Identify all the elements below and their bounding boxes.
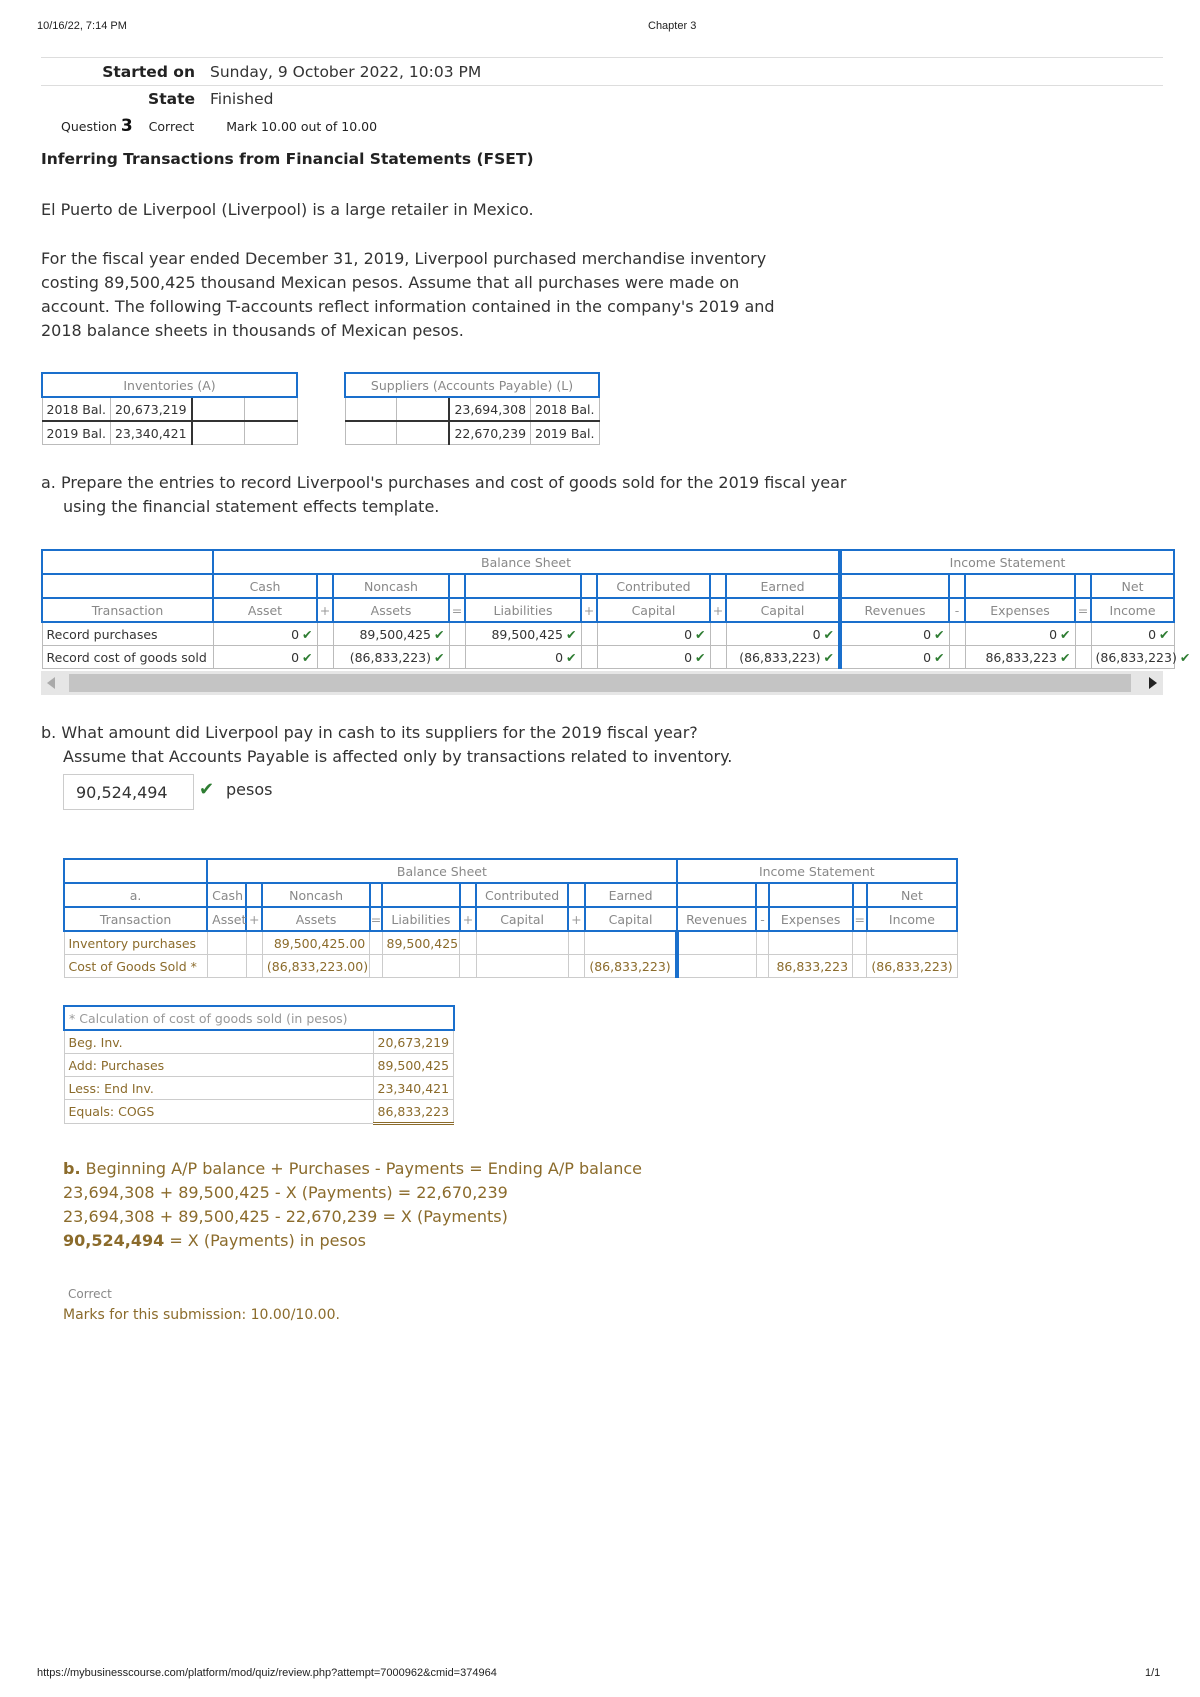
spacer bbox=[581, 646, 597, 669]
header-blank bbox=[568, 883, 584, 907]
liabilities-value: 89,500,425 bbox=[382, 931, 460, 955]
divider bbox=[41, 57, 1163, 58]
t-row-label: 2018 Bal. bbox=[531, 397, 599, 421]
net-income-field[interactable]: (86,833,223) ✔ bbox=[1091, 646, 1174, 669]
t-cell-empty bbox=[192, 421, 245, 445]
col-asset: Asset bbox=[207, 907, 246, 931]
cell bbox=[568, 931, 584, 955]
check-icon: ✔ bbox=[199, 779, 215, 800]
col-noncash: Noncash bbox=[333, 574, 449, 598]
header-blank bbox=[853, 883, 867, 907]
revenues-field[interactable]: 0 ✔ bbox=[840, 646, 949, 669]
t-cell-empty bbox=[397, 397, 449, 421]
t-cell-empty bbox=[245, 397, 297, 421]
calc-value: 89,500,425 bbox=[373, 1054, 454, 1077]
spacer bbox=[581, 622, 597, 646]
t-account-inventories bbox=[41, 372, 298, 445]
row-label: Record purchases bbox=[42, 622, 213, 646]
solution-line2: 23,694,308 + 89,500,425 - X (Payments) = 22,670,239 bbox=[63, 1183, 508, 1202]
fset-answer-table bbox=[41, 549, 1191, 669]
row-label: Inventory purchases bbox=[64, 931, 207, 955]
cash-field[interactable]: 0 ✔ bbox=[213, 646, 317, 669]
header-blank bbox=[581, 574, 597, 598]
spacer bbox=[710, 622, 726, 646]
expenses-value: 86,833,223 bbox=[769, 955, 853, 978]
solution-line4: 90,524,494 = X (Payments) in pesos bbox=[63, 1231, 366, 1250]
contributed-field[interactable]: 0 ✔ bbox=[597, 646, 710, 669]
question-label: Question bbox=[61, 119, 117, 134]
question-status: Correct bbox=[148, 119, 195, 134]
operator-equals: = bbox=[853, 907, 867, 931]
check-icon: ✔ bbox=[1060, 626, 1071, 642]
cell bbox=[246, 931, 262, 955]
row-label: Record cost of goods sold bbox=[42, 646, 213, 669]
col-earned: Earned bbox=[585, 883, 677, 907]
t-row-value: 22,670,239 bbox=[449, 421, 530, 445]
question-body: For the fiscal year ended December 31, 2019, Liverpool purchased merchandise inventory costing 89,500,425 thousand Mexican pesos. Assume that all purchases were made on account. The following T-accounts reflect information contained in the company's 2019 and 2018 balance sheets in thousands of Mexican pesos. bbox=[41, 249, 775, 340]
header-blank bbox=[460, 883, 476, 907]
earned-value bbox=[585, 931, 677, 955]
header-blank bbox=[370, 883, 382, 907]
cell bbox=[460, 931, 476, 955]
header-blank bbox=[64, 859, 207, 883]
operator-plus: + bbox=[568, 907, 584, 931]
col-asset: Asset bbox=[213, 598, 317, 622]
answer-input[interactable]: 90,524,494 bbox=[63, 774, 194, 810]
check-icon: ✔ bbox=[434, 626, 445, 642]
scrollbar-thumb[interactable] bbox=[69, 674, 1131, 692]
col-liabilities: Liabilities bbox=[465, 598, 581, 622]
t-row-value: 23,340,421 bbox=[110, 421, 191, 445]
spacer bbox=[949, 646, 965, 669]
state-label: State bbox=[148, 90, 195, 108]
col-capital-contributed: Capital bbox=[476, 907, 568, 931]
net-value: (86,833,223) bbox=[867, 955, 957, 978]
spacer bbox=[949, 622, 965, 646]
t-row-value: 20,673,219 bbox=[110, 397, 191, 421]
header-blank bbox=[449, 574, 465, 598]
feedback-row-purchases bbox=[64, 931, 957, 955]
part-b-prompt bbox=[41, 721, 732, 769]
header-blank bbox=[840, 574, 949, 598]
state-value: Finished bbox=[210, 90, 274, 108]
feedback-row-cogs bbox=[64, 955, 957, 978]
feedback-fset-table bbox=[63, 858, 958, 978]
col-cash: Cash bbox=[213, 574, 317, 598]
print-page-title: Chapter 3 bbox=[648, 20, 697, 32]
header-blank bbox=[42, 574, 213, 598]
cogs-calculation-table bbox=[63, 1005, 455, 1125]
header-blank bbox=[1075, 574, 1091, 598]
operator-equals: = bbox=[1075, 598, 1091, 622]
row-label: Cost of Goods Sold * bbox=[64, 955, 207, 978]
header-blank bbox=[965, 574, 1075, 598]
calc-label: Less: End Inv. bbox=[64, 1077, 373, 1100]
operator-plus: + bbox=[460, 907, 476, 931]
col-noncash: Noncash bbox=[262, 883, 369, 907]
col-revenues: Revenues bbox=[677, 907, 757, 931]
col-transaction: Transaction bbox=[64, 907, 207, 931]
col-contributed: Contributed bbox=[597, 574, 710, 598]
operator-minus: - bbox=[949, 598, 965, 622]
noncash-value: (86,833,223.00) bbox=[262, 955, 369, 978]
balance-sheet-header: Balance Sheet bbox=[207, 859, 676, 883]
col-earned: Earned bbox=[726, 574, 840, 598]
col-net: Net bbox=[1091, 574, 1174, 598]
t-row-value: 23,694,308 bbox=[449, 397, 530, 421]
spacer bbox=[1075, 646, 1091, 669]
question-intro: El Puerto de Liverpool (Liverpool) is a large retailer in Mexico. bbox=[41, 200, 534, 219]
question-mark: Mark 10.00 out of 10.00 bbox=[226, 119, 378, 134]
cash-field[interactable]: 0 ✔ bbox=[213, 622, 317, 646]
col-a: a. bbox=[64, 883, 207, 907]
question-number: 3 bbox=[120, 116, 133, 136]
balance-sheet-header: Balance Sheet bbox=[213, 550, 840, 574]
spacer bbox=[317, 646, 333, 669]
col-cash: Cash bbox=[207, 883, 246, 907]
cell bbox=[853, 955, 867, 978]
header-blank bbox=[246, 883, 262, 907]
part-a-prompt bbox=[41, 471, 846, 519]
question-title: Inferring Transactions from Financial Statements (FSET) bbox=[41, 150, 534, 168]
check-icon: ✔ bbox=[566, 649, 577, 665]
check-icon: ✔ bbox=[823, 626, 834, 642]
fset-row-purchases bbox=[42, 622, 1174, 646]
expenses-field[interactable]: 0 ✔ bbox=[965, 622, 1075, 646]
calc-label: Add: Purchases bbox=[64, 1054, 373, 1077]
t-cell-empty bbox=[397, 421, 449, 445]
net-value bbox=[867, 931, 957, 955]
scroll-right-icon[interactable] bbox=[1149, 677, 1157, 689]
check-icon: ✔ bbox=[1159, 626, 1170, 642]
col-capital-contributed: Capital bbox=[597, 598, 710, 622]
col-assets: Assets bbox=[262, 907, 369, 931]
calc-label: Beg. Inv. bbox=[64, 1030, 373, 1054]
header-blank bbox=[42, 550, 213, 574]
cell bbox=[207, 955, 246, 978]
t-row-label: 2019 Bal. bbox=[42, 421, 110, 445]
spacer bbox=[710, 646, 726, 669]
solution-line1: b. Beginning A/P balance + Purchases - Payments = Ending A/P balance bbox=[63, 1159, 642, 1178]
check-icon: ✔ bbox=[1060, 649, 1071, 665]
noncash-field[interactable]: 89,500,425 ✔ bbox=[333, 622, 449, 646]
cell bbox=[207, 931, 246, 955]
t-cell-empty bbox=[345, 421, 397, 445]
operator-minus: - bbox=[756, 907, 768, 931]
col-capital-earned: Capital bbox=[726, 598, 840, 622]
header-blank bbox=[317, 574, 333, 598]
col-income: Income bbox=[1091, 598, 1174, 622]
t-cell-empty bbox=[345, 397, 397, 421]
check-icon: ✔ bbox=[695, 649, 706, 665]
answer-unit: pesos bbox=[226, 780, 273, 799]
net-income-field[interactable]: 0 ✔ bbox=[1091, 622, 1174, 646]
noncash-field[interactable]: (86,833,223) ✔ bbox=[333, 646, 449, 669]
cell bbox=[756, 955, 768, 978]
noncash-value: 89,500,425.00 bbox=[262, 931, 369, 955]
expenses-field[interactable]: 86,833,223 ✔ bbox=[965, 646, 1075, 669]
t-account-suppliers bbox=[344, 372, 600, 445]
calc-title: * Calculation of cost of goods sold (in pesos) bbox=[64, 1006, 454, 1030]
cell bbox=[370, 931, 382, 955]
operator-plus: + bbox=[317, 598, 333, 622]
t-row-label: 2019 Bal. bbox=[531, 421, 599, 445]
liabilities-value bbox=[382, 955, 460, 978]
header-blank bbox=[677, 883, 757, 907]
solution-label: b. bbox=[63, 1159, 81, 1178]
revenues-field[interactable]: 0 ✔ bbox=[840, 622, 949, 646]
solution-line3: 23,694,308 + 89,500,425 - 22,670,239 = X (Payments) bbox=[63, 1207, 508, 1226]
check-icon: ✔ bbox=[695, 626, 706, 642]
part-a-prompt-line1: a. Prepare the entries to record Liverpool's purchases and cost of goods sold for the 2019 fiscal year bbox=[41, 473, 847, 492]
horizontal-scrollbar[interactable] bbox=[41, 671, 1163, 695]
earned-value: (86,833,223) bbox=[585, 955, 677, 978]
operator-equals: = bbox=[449, 598, 465, 622]
col-expenses: Expenses bbox=[769, 907, 853, 931]
cell bbox=[756, 931, 768, 955]
check-icon: ✔ bbox=[434, 649, 445, 665]
calc-value: 86,833,223 bbox=[373, 1100, 454, 1124]
t-row-label: 2018 Bal. bbox=[42, 397, 110, 421]
cell bbox=[476, 931, 568, 955]
calc-label: Equals: COGS bbox=[64, 1100, 373, 1124]
header-blank bbox=[756, 883, 768, 907]
spacer bbox=[449, 646, 465, 669]
part-b-prompt-line1: b. What amount did Liverpool pay in cash to its suppliers for the 2019 fiscal year? bbox=[41, 723, 698, 742]
operator-plus: + bbox=[581, 598, 597, 622]
print-page-count: 1/1 bbox=[1145, 1667, 1161, 1679]
question-info bbox=[61, 116, 377, 136]
col-net: Net bbox=[867, 883, 957, 907]
operator-plus: + bbox=[710, 598, 726, 622]
col-contributed: Contributed bbox=[476, 883, 568, 907]
header-blank bbox=[949, 574, 965, 598]
check-icon: ✔ bbox=[823, 649, 834, 665]
cell bbox=[460, 955, 476, 978]
check-icon: ✔ bbox=[566, 626, 577, 642]
calc-value: 23,340,421 bbox=[373, 1077, 454, 1100]
t-account-title: Suppliers (Accounts Payable) (L) bbox=[345, 373, 599, 397]
header-blank bbox=[382, 883, 460, 907]
spacer bbox=[317, 622, 333, 646]
spacer bbox=[449, 622, 465, 646]
cell bbox=[853, 931, 867, 955]
t-cell-empty bbox=[245, 421, 297, 445]
print-datetime: 10/16/22, 7:14 PM bbox=[37, 20, 127, 32]
earned-field[interactable]: (86,833,223) ✔ bbox=[726, 646, 840, 669]
cell bbox=[568, 955, 584, 978]
t-account-title: Inventories (A) bbox=[42, 373, 297, 397]
contributed-field[interactable]: 0 ✔ bbox=[597, 622, 710, 646]
header-blank bbox=[465, 574, 581, 598]
fset-row-cogs bbox=[42, 646, 1174, 669]
check-icon: ✔ bbox=[302, 626, 313, 642]
col-liabilities: Liabilities bbox=[382, 907, 460, 931]
print-url: https://mybusinesscourse.com/platform/mod/quiz/review.php?attempt=7000962&cmid=374964 bbox=[37, 1667, 497, 1679]
started-on-value: Sunday, 9 October 2022, 10:03 PM bbox=[210, 63, 482, 81]
divider bbox=[41, 85, 1163, 86]
liabilities-field[interactable]: 89,500,425 ✔ bbox=[465, 622, 581, 646]
col-revenues: Revenues bbox=[840, 598, 949, 622]
check-icon: ✔ bbox=[934, 649, 945, 665]
check-icon: ✔ bbox=[1179, 649, 1191, 665]
part-a-prompt-line2: using the financial statement effects template. bbox=[63, 497, 440, 516]
check-icon: ✔ bbox=[302, 649, 313, 665]
col-assets: Assets bbox=[333, 598, 449, 622]
solution-answer: 90,524,494 bbox=[63, 1231, 165, 1250]
col-transaction: Transaction bbox=[42, 598, 213, 622]
operator-plus: + bbox=[246, 907, 262, 931]
cell bbox=[677, 931, 757, 955]
feedback-marks: Marks for this submission: 10.00/10.00. bbox=[63, 1307, 340, 1323]
spacer bbox=[1075, 622, 1091, 646]
col-expenses: Expenses bbox=[965, 598, 1075, 622]
cell bbox=[370, 955, 382, 978]
cell bbox=[476, 955, 568, 978]
income-statement-header: Income Statement bbox=[840, 550, 1174, 574]
liabilities-field[interactable]: 0 ✔ bbox=[465, 646, 581, 669]
part-b-prompt-line2: Assume that Accounts Payable is affected only by transactions related to inventory. bbox=[63, 747, 733, 766]
t-cell-empty bbox=[192, 397, 245, 421]
started-on-label: Started on bbox=[102, 63, 195, 81]
earned-field[interactable]: 0 ✔ bbox=[726, 622, 840, 646]
calc-value: 20,673,219 bbox=[373, 1030, 454, 1054]
expenses-value bbox=[769, 931, 853, 955]
col-income: Income bbox=[867, 907, 957, 931]
feedback-state: Correct bbox=[68, 1287, 112, 1301]
check-icon: ✔ bbox=[934, 626, 945, 642]
cell bbox=[246, 955, 262, 978]
header-blank bbox=[710, 574, 726, 598]
cell bbox=[677, 955, 757, 978]
scroll-left-icon[interactable] bbox=[47, 677, 55, 689]
income-statement-header: Income Statement bbox=[677, 859, 957, 883]
operator-equals: = bbox=[370, 907, 382, 931]
header-blank bbox=[769, 883, 853, 907]
col-capital-earned: Capital bbox=[585, 907, 677, 931]
